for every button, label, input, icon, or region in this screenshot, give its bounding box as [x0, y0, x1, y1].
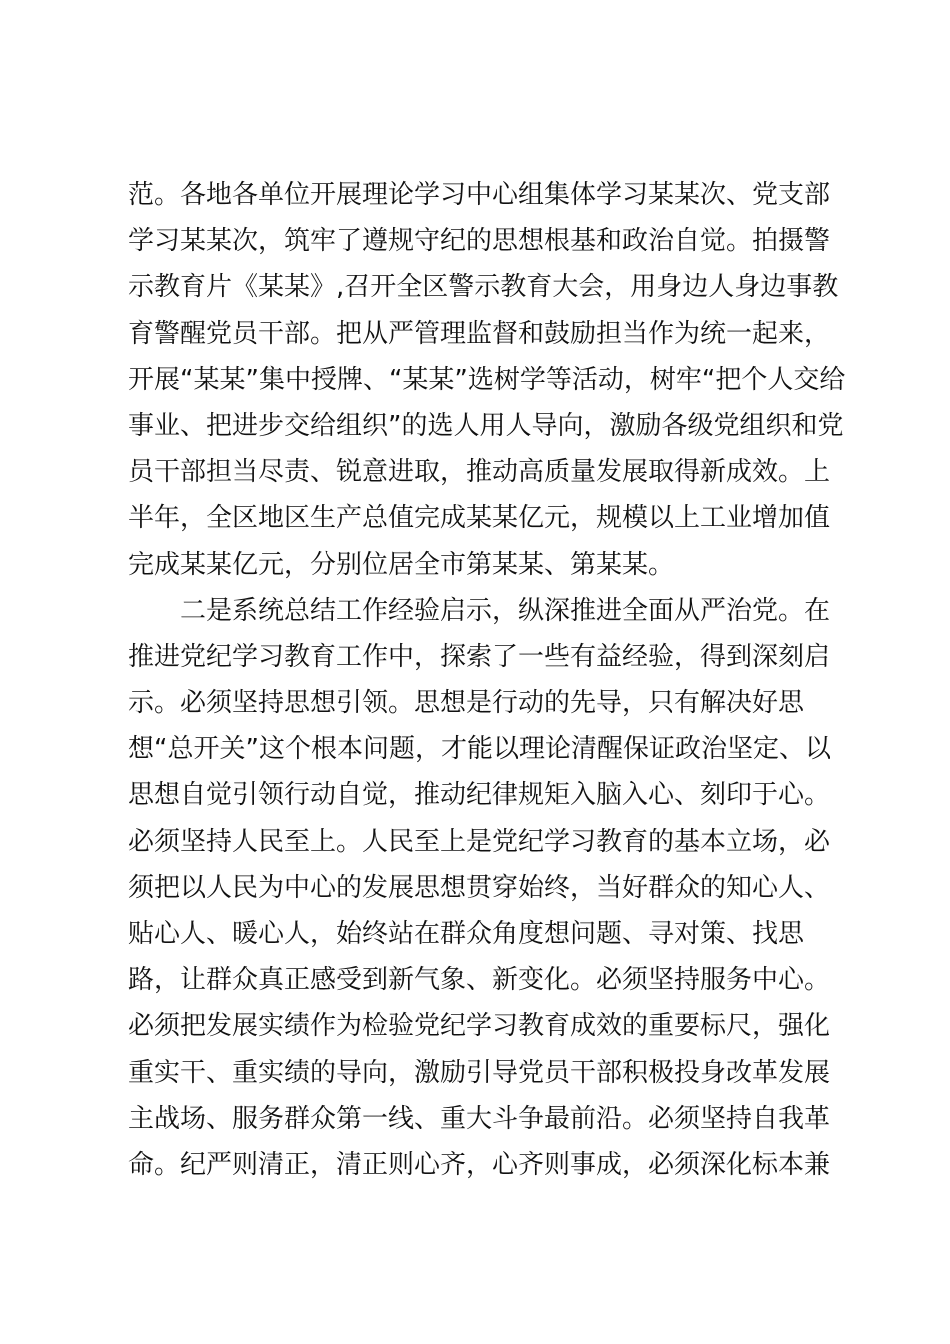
- text-line: 想“总开关”这个根本问题，才能以理论清醒保证政治坚定、以: [128, 734, 831, 765]
- text-line: 必须坚持人民至上。人民至上是党纪学习教育的基本立场，必: [128, 826, 831, 857]
- text-line: 命。纪严则清正，清正则心齐，心齐则事成，必须深化标本兼: [128, 1149, 831, 1180]
- text-line: 范。各地各单位开展理论学习中心组集体学习某某次、党支部: [128, 180, 831, 210]
- text-line: 半年，全区地区生产总值完成某某亿元，规模以上工业增加值: [128, 503, 831, 534]
- text-line: 路，让群众真正感受到新气象、新变化。必须坚持服务中心。: [128, 965, 831, 996]
- text-line: 示教育片《某某》,召开全区警示教育大会，用身边人身边事教: [128, 272, 839, 303]
- text-line: 育警醒党员干部。把从严管理监督和鼓励担当作为统一起来，: [128, 318, 831, 349]
- text-line: 推进党纪学习教育工作中，探索了一些有益经验，得到深刻启: [128, 641, 831, 672]
- text-line: 思想自觉引领行动自觉，推动纪律规矩入脑入心、刻印于心。: [128, 780, 831, 811]
- text-line: 完成某某亿元，分别位居全市第某某、第某某。: [128, 549, 675, 580]
- text-line: 须把以人民为中心的发展思想贯穿始终，当好群众的知心人、: [128, 872, 831, 903]
- text-line: 贴心人、暖心人，始终站在群众角度想问题、寻对策、找思: [128, 919, 805, 949]
- text-line: 员干部担当尽责、锐意进取，推动高质量发展取得新成效。上: [128, 457, 831, 488]
- text-line: 事业、把进步交给组织”的选人用人导向，激励各级党组织和党: [128, 410, 844, 441]
- text-line: 必须把发展实绩作为检验党纪学习教育成效的重要标尺，强化: [128, 1011, 831, 1042]
- text-line: 示。必须坚持思想引领。思想是行动的先导，只有解决好思: [128, 688, 805, 719]
- body-text: [128, 172, 846, 1188]
- text-line: 重实干、重实绩的导向，激励引导党员干部积极投身改革发展: [128, 1057, 831, 1088]
- text-line: 开展“某某”集中授牌、“某某”选树学等活动，树牢“把个人交给: [128, 364, 846, 395]
- text-line: 学习某某次，筑牢了遵规守纪的思想根基和政治自觉。拍摄警: [128, 226, 831, 257]
- text-line: 主战场、服务群众第一线、重大斗争最前沿。必须坚持自我革: [128, 1103, 831, 1134]
- paragraph-start-line: 二是系统总结工作经验启示，纵深推进全面从严治党。在: [128, 595, 831, 626]
